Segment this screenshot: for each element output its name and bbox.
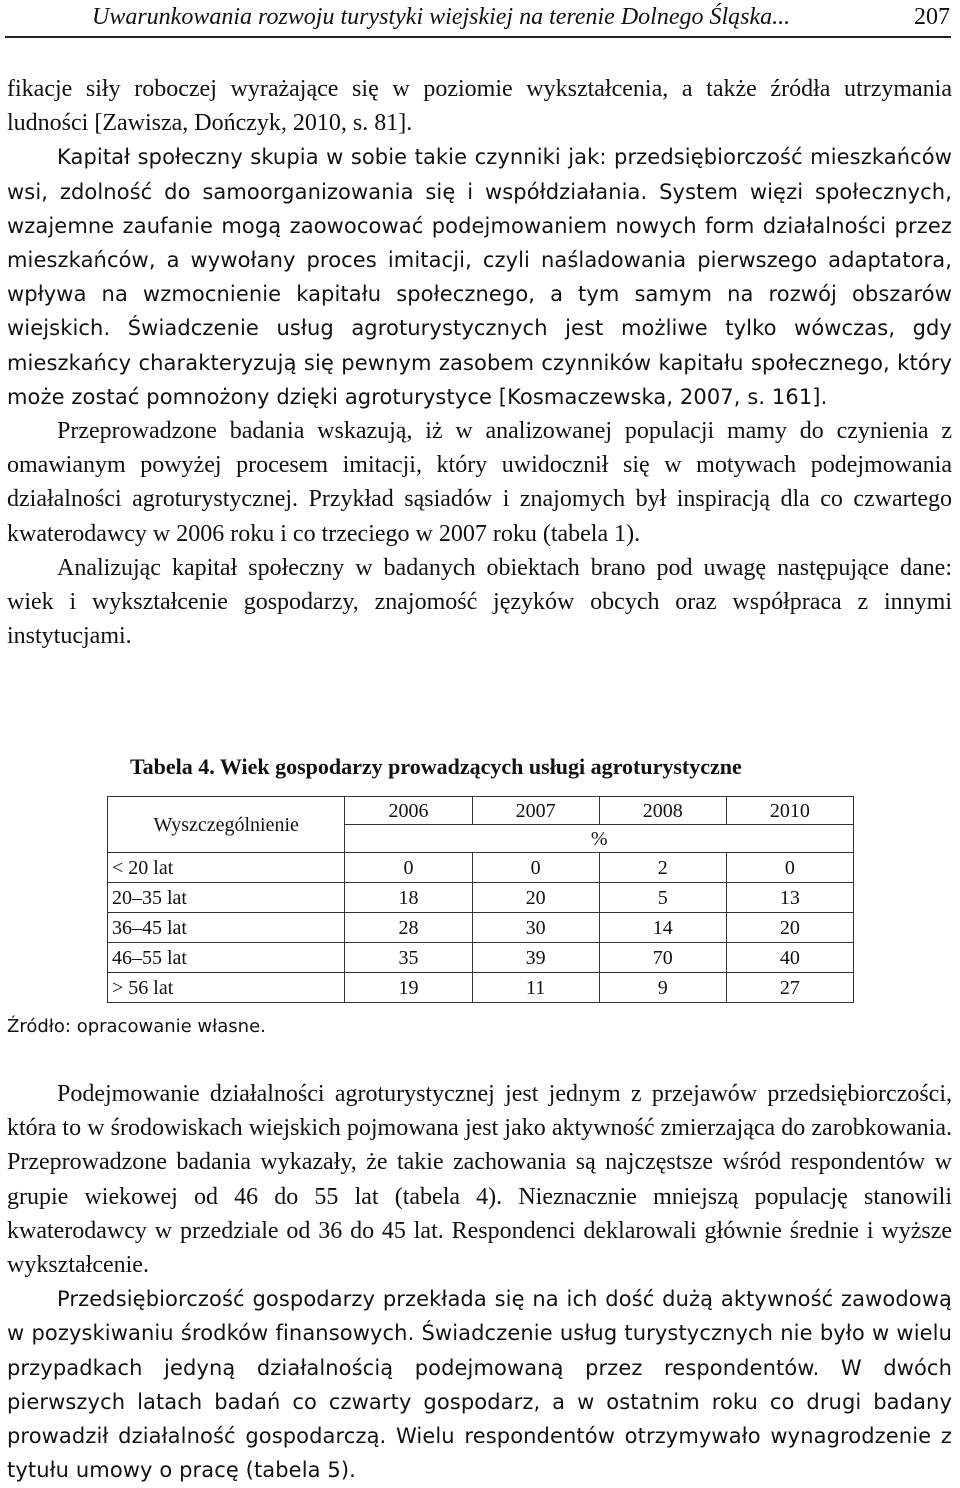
page-number: 207 (914, 4, 950, 30)
value-cell: 70 (599, 943, 726, 973)
value-cell: 19 (345, 973, 472, 1003)
row-label: 20–35 lat (108, 883, 345, 913)
table-caption: Tabela 4. Wiek gospodarzy prowadzących usługi agroturystyczne (130, 754, 742, 779)
row-label: > 56 lat (108, 973, 345, 1003)
value-cell: 20 (726, 913, 853, 943)
unit-cell: % (345, 825, 854, 853)
value-cell: 9 (599, 973, 726, 1003)
value-cell: 28 (345, 913, 472, 943)
body-text-top (7, 72, 952, 653)
paragraph: Przeprowadzone badania wskazują, iż w analizowanej populacji mamy do czynienia z omawianym powyżej procesem imitacji, który uwidocznił się w motywach podejmowania działalności agroturystycznej. Przykład sąsiadów i znajomych był inspiracją dla co czwartego kwaterodawcy w 2006 roku i co trzeciego w 2007 roku (tabela 1). (7, 418, 952, 547)
row-label: < 20 lat (108, 853, 345, 883)
year-header: 2007 (472, 797, 599, 825)
value-cell: 2 (599, 853, 726, 883)
body-text-bottom (7, 1077, 952, 1487)
header-label-cell: Wyszczególnienie (108, 797, 345, 853)
value-cell: 18 (345, 883, 472, 913)
value-cell: 35 (345, 943, 472, 973)
row-label: 46–55 lat (108, 943, 345, 973)
paragraph: Podejmowanie działalności agroturystycznej jest jednym z przejawów przedsiębiorczości, która to w środowiskach wiejskich pojmowana jest jako aktywność zmierzająca do zarobkowania. Przeprowadzone badania wykazały, że takie zachowania są najczęstsze wśród respondentów w grupie wiekowej od 46 do 55 lat (tabela 4). Nieznacznie mniejszą populację stanowili kwaterodawcy w przedziale od 36 do 45 lat. Respondenci deklarowali głównie średnie i wyższe wykształcenie. (7, 1081, 952, 1279)
running-header (90, 2, 950, 32)
header-divider (5, 36, 951, 38)
table-row (108, 883, 854, 913)
value-cell: 39 (472, 943, 599, 973)
value-cell: 11 (472, 973, 599, 1003)
paragraph: Przedsiębiorczość gospodarzy przekłada się na ich dość dużą aktywność zawodową w pozyskiwaniu środków finansowych. Świadczenie usług turystycznych nie było w wielu przypadkach jedyną działalnością podejmowaną przez respondentów. W dwóch pierwszych latach badań co czwarty gospodarz, a w ostatnim roku co drugi badany prowadził działalność gospodarczą. Wielu respondentów otrzymywało wynagrodzenie z tytułu umowy o pracę (tabela 5). (7, 1287, 952, 1483)
value-cell: 0 (726, 853, 853, 883)
paragraph: Analizując kapitał społeczny w badanych obiektach brano pod uwagę następujące dane: wiek i wykształcenie gospodarzy, znajomość języków obcych oraz współpraca z innymi instytucjami. (7, 554, 952, 650)
table-row (108, 973, 854, 1003)
value-cell: 27 (726, 973, 853, 1003)
value-cell: 5 (599, 883, 726, 913)
value-cell: 13 (726, 883, 853, 913)
row-label: 36–45 lat (108, 913, 345, 943)
table-source-note: Źródło: opracowanie własne. (7, 1016, 266, 1037)
table-row (108, 943, 854, 973)
value-cell: 30 (472, 913, 599, 943)
age-table (107, 796, 854, 1003)
value-cell: 14 (599, 913, 726, 943)
year-header: 2010 (726, 797, 853, 825)
running-title: Uwarunkowania rozwoju turystyki wiejskiej na terenie Dolnego Śląska... (92, 4, 791, 30)
table-row (108, 913, 854, 943)
year-header: 2008 (599, 797, 726, 825)
value-cell: 0 (345, 853, 472, 883)
value-cell: 0 (472, 853, 599, 883)
value-cell: 40 (726, 943, 853, 973)
value-cell: 20 (472, 883, 599, 913)
paragraph: fikacje siły roboczej wyrażające się w poziomie wykształcenia, a także źródła utrzymania ludności [Zawisza, Dończyk, 2010, s. 81]. (7, 76, 952, 137)
table-header-row (108, 797, 854, 825)
table-row (108, 853, 854, 883)
year-header: 2006 (345, 797, 472, 825)
paragraph: Kapitał społeczny skupia w sobie takie czynniki jak: przedsiębiorczość mieszkańców wsi, zdolność do samoorganizowania się i współdziałania. System więzi społecznych, wzajemne zaufanie mogą zaowocować podejmowaniem nowych form działalności przez mieszkańców, a wywołany proces imitacji, czyli naśladowania pierwszego adaptatora, wpływa na wzmocnienie kapitału społecznego, a tym samym na rozwój obszarów wiejskich. Świadczenie usług agroturystycznych jest możliwe tylko wówczas, gdy mieszkańcy charakteryzują się pewnym zasobem czynników kapitału społecznego, który może zostać pomnożony dzięki agroturystyce [Kosmaczewska, 2007, s. 161]. (7, 145, 952, 409)
